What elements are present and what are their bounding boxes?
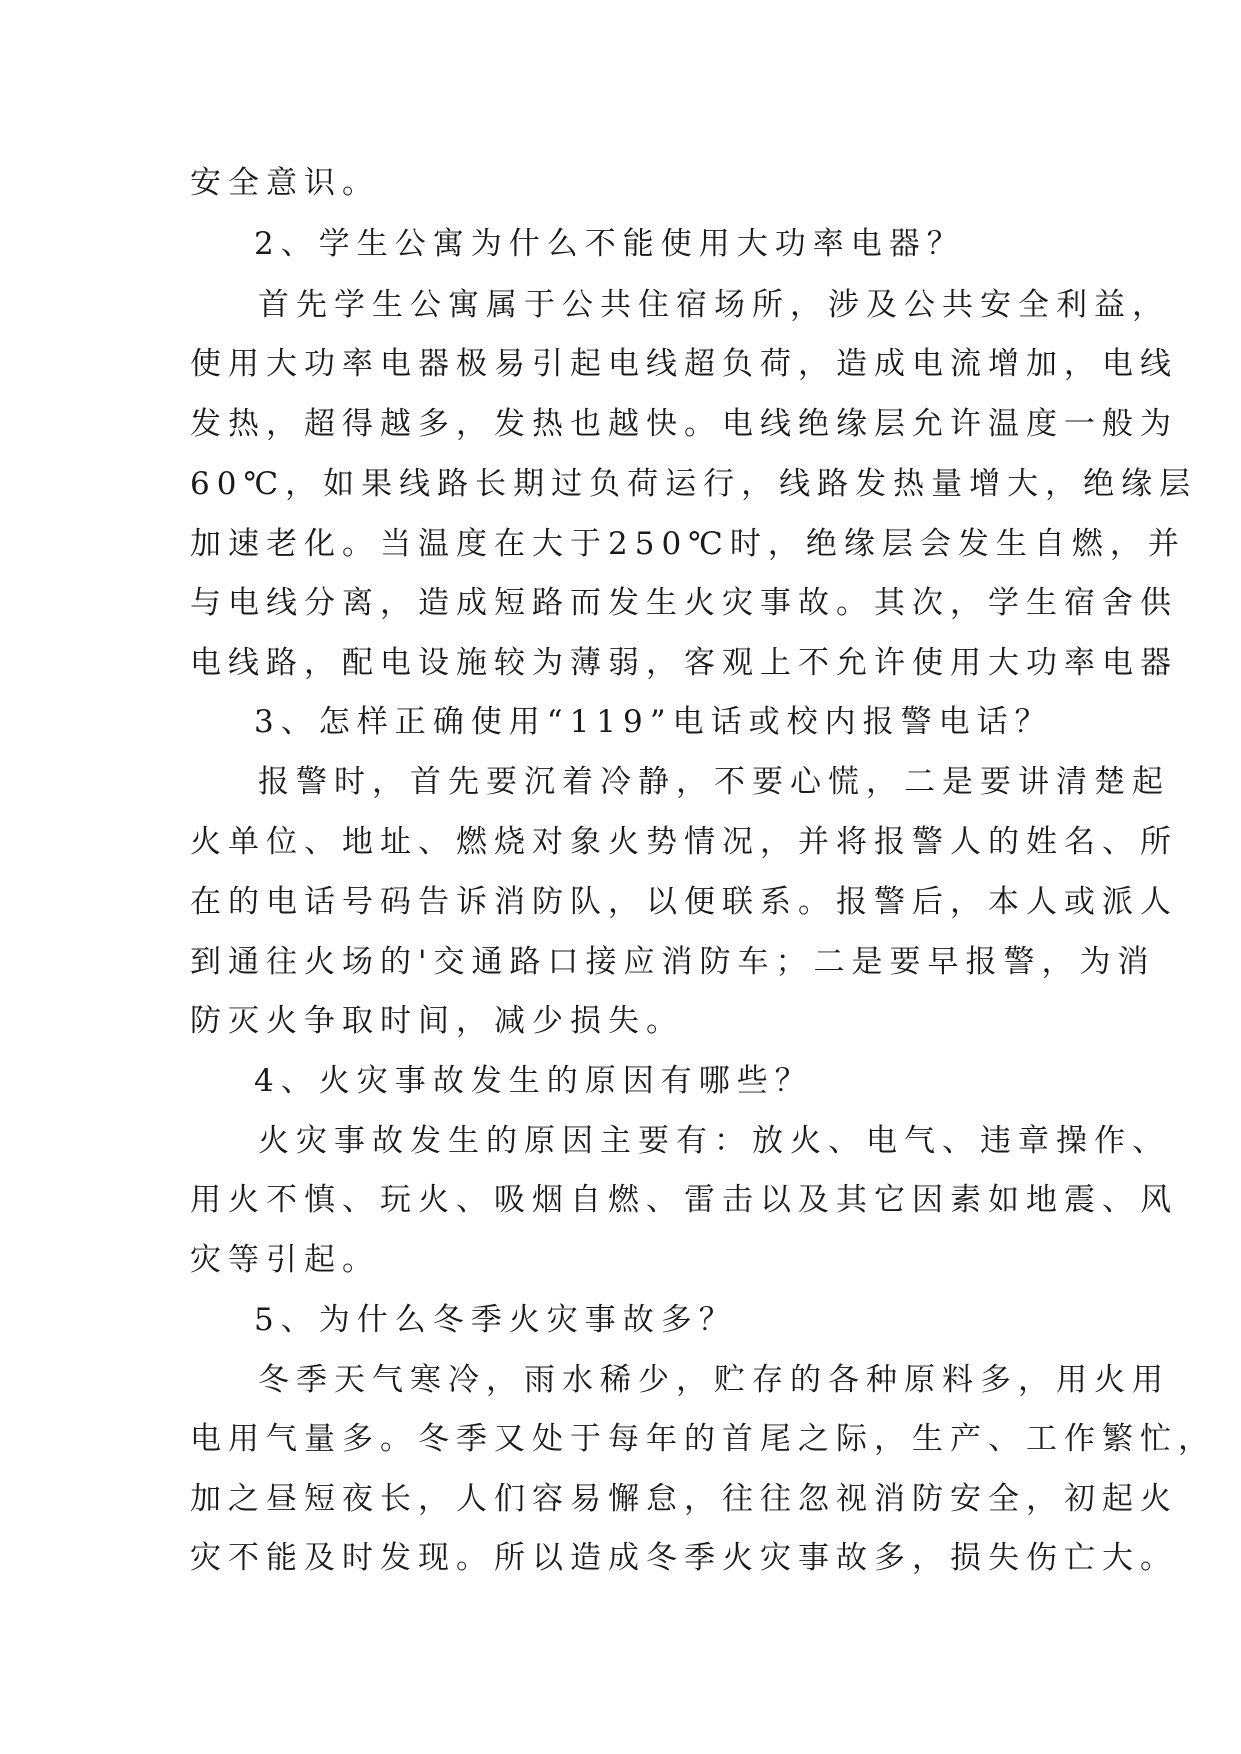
paragraph-line: 灾等引起。 [190, 1242, 380, 1278]
paragraph-line: 在的电话号码告诉消防队，以便联系。报警后，本人或派人 [190, 884, 1178, 920]
paragraph-line: 发热，超得越多，发热也越快。电线绝缘层允许温度一般为 [190, 406, 1178, 442]
paragraph-line: 首先学生公寓属于公共住宿场所，涉及公共安全利益， [258, 287, 1170, 323]
paragraph-line: 使用大功率电器极易引起电线超负荷，造成电流增加，电线 [190, 346, 1178, 382]
paragraph-line: 60℃，如果线路长期过负荷运行，线路发热量增大，绝缘层 [190, 466, 1198, 502]
paragraph-line: 安全意识。 [190, 165, 380, 201]
paragraph-line: 加之昼短夜长，人们容易懈怠，往往忽视消防安全，初起火 [190, 1481, 1178, 1517]
paragraph-line: 火灾事故发生的原因主要有：放火、电气、违章操作、 [258, 1123, 1170, 1159]
paragraph-line: 用火不慎、玩火、吸烟自燃、雷击以及其它因素如地震、风 [190, 1182, 1178, 1218]
question-heading: 2、学生公寓为什么不能使用大功率电器？ [254, 226, 965, 262]
paragraph-line: 报警时，首先要沉着冷静，不要心慌，二是要讲清楚起 [258, 764, 1170, 800]
question-heading: 4、火灾事故发生的原因有哪些？ [254, 1063, 813, 1099]
paragraph-line: 防灭火争取时间，减少损失。 [190, 1003, 684, 1039]
paragraph-line: 电线路，配电设施较为薄弱，客观上不允许使用大功率电器 [190, 645, 1178, 681]
question-heading: 5、为什么冬季火灾事故多？ [254, 1302, 737, 1338]
paragraph-line: 与电线分离，造成短路而发生火灾事故。其次，学生宿舍供 [190, 585, 1178, 621]
paragraph-line: 电用气量多。冬季又处于每年的首尾之际，生产、工作繁忙， [190, 1421, 1216, 1457]
paragraph-line: 火单位、地址、燃烧对象火势情况，并将报警人的姓名、所 [190, 824, 1178, 860]
paragraph-line: 冬季天气寒冷，雨水稀少，贮存的各种原料多，用火用 [258, 1362, 1170, 1398]
question-heading: 3、怎样正确使用“119”电话或校内报警电话？ [254, 704, 1053, 740]
paragraph-line: 加速老化。当温度在大于250℃时，绝缘层会发生自燃，并 [190, 526, 1186, 562]
paragraph-line: 灾不能及时发现。所以造成冬季火灾事故多，损失伤亡大。 [190, 1540, 1178, 1576]
paragraph-line: 到通往火场的'交通路口接应消防车；二是要早报警，为消 [190, 944, 1156, 980]
